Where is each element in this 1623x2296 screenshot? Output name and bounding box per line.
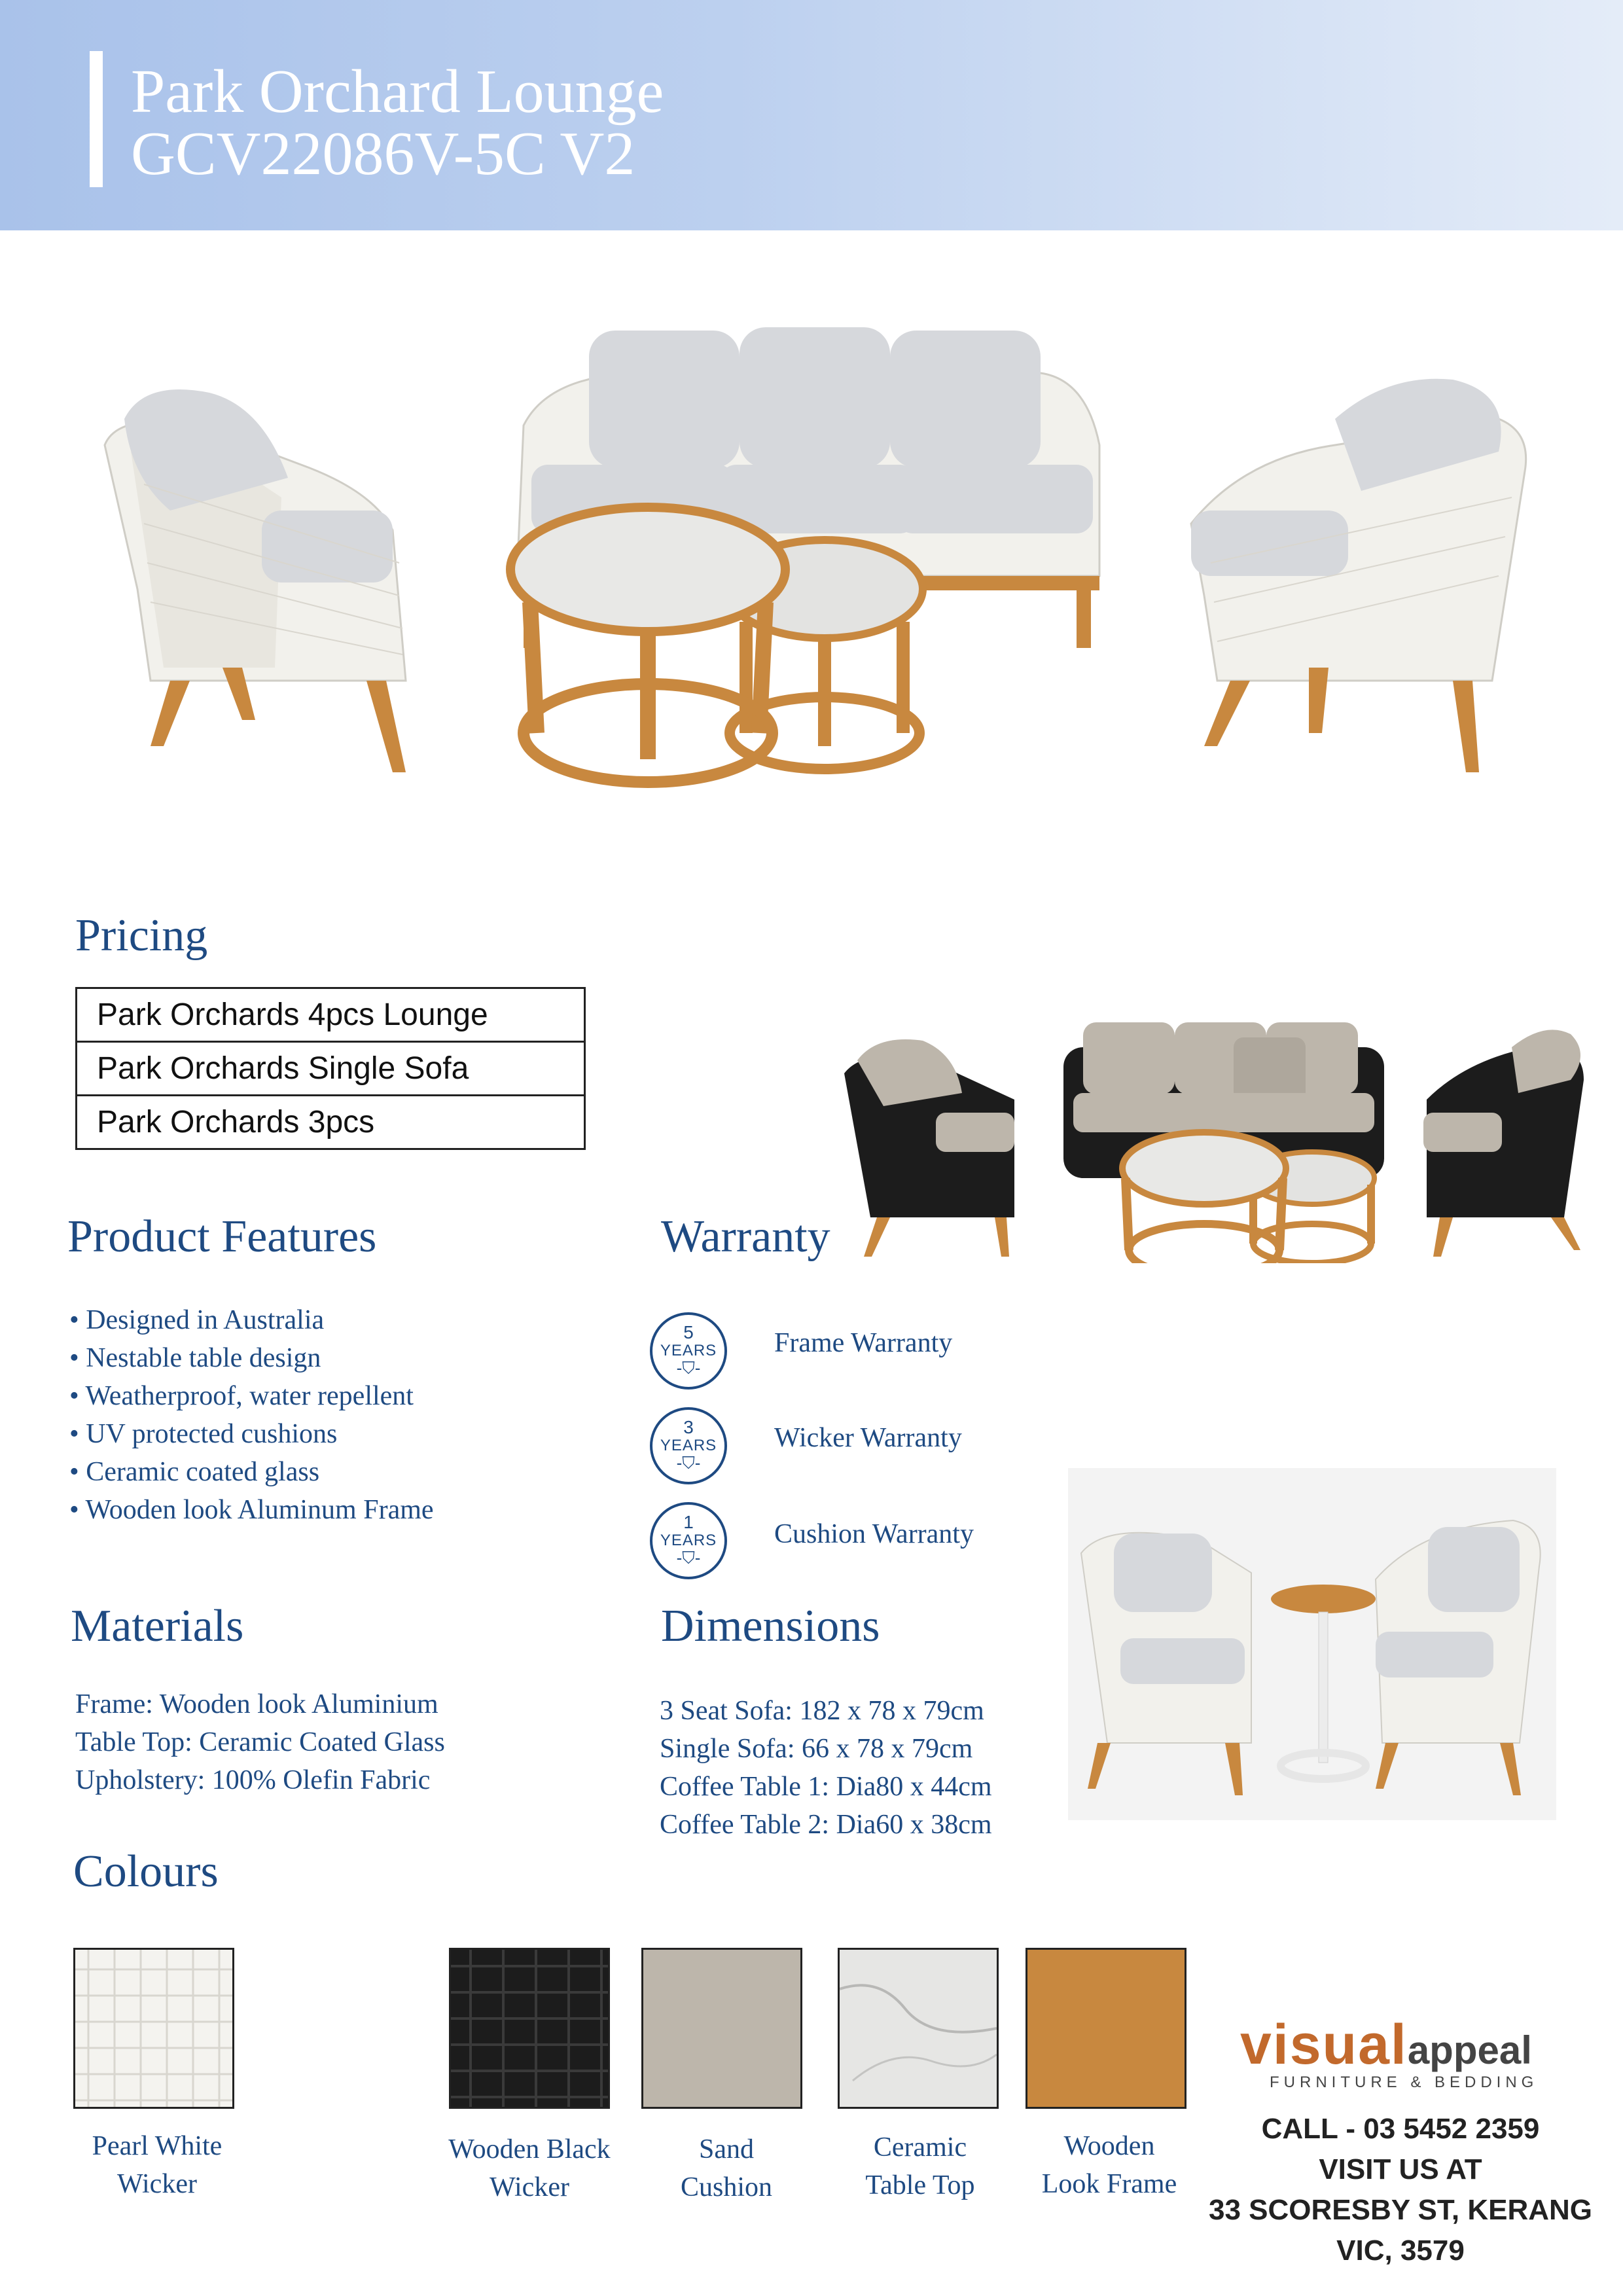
pricing-row-label: Park Orchards 3pcs <box>77 1096 585 1149</box>
list-item: Single Sofa: 66 x 78 x 79cm <box>660 1734 973 1764</box>
swatch-label-line: Pearl White <box>92 2131 223 2161</box>
right-armchair-graphic <box>1191 379 1526 772</box>
badge-years-number: 1 <box>683 1512 694 1532</box>
contact-visit: VISIT US AT <box>1319 2153 1482 2185</box>
list-item: 3 Seat Sofa: 182 x 78 x 79cm <box>660 1696 984 1726</box>
table-row <box>77 988 585 1042</box>
wooden-black-wicker-label <box>423 2130 636 2206</box>
list-item: • Wooden look Aluminum Frame <box>69 1495 434 1525</box>
shield-icon: -⛉- <box>676 1548 701 1568</box>
pricing-row-label: Park Orchards 4pcs Lounge <box>77 988 585 1042</box>
pricing-table <box>75 987 586 1150</box>
swatch-label-line: Wicker <box>117 2169 197 2199</box>
warranty-1-year-badge-icon <box>650 1502 727 1579</box>
badge-years-word: YEARS <box>660 1437 717 1454</box>
contact-block <box>1204 2109 1597 2271</box>
product-title: Park Orchard Lounge <box>131 58 664 126</box>
swatch-label-line: Sand <box>699 2134 754 2164</box>
colours-heading: Colours <box>73 1846 219 1897</box>
hero-lounge-image <box>92 314 1531 812</box>
shield-icon: -⛉- <box>676 1453 701 1473</box>
contact-phone: CALL - 03 5452 2359 <box>1261 2113 1540 2145</box>
swatch-label-line: Wooden <box>1063 2131 1155 2161</box>
logo-second-text: appeal <box>1407 2028 1532 2072</box>
shield-icon: -⛉- <box>676 1358 701 1378</box>
wooden-look-frame-swatch <box>1026 1948 1186 2109</box>
logo-main-text: visual <box>1240 2013 1408 2076</box>
black-lounge-image <box>838 1008 1597 1263</box>
swatch-label-line: Table Top <box>865 2170 975 2200</box>
list-item: • Designed in Australia <box>69 1305 325 1335</box>
features-list <box>69 1301 434 1529</box>
materials-heading: Materials <box>71 1601 244 1651</box>
dimensions-list <box>660 1692 992 1844</box>
sand-cushion-label <box>628 2130 825 2206</box>
swatch-label-line: Wicker <box>490 2172 569 2202</box>
swatch-label-line: Ceramic <box>873 2132 967 2162</box>
materials-list <box>75 1685 445 1799</box>
pricing-heading: Pricing <box>75 910 208 961</box>
wooden-look-frame-label <box>1008 2127 1211 2203</box>
frame-warranty-label: Frame Warranty <box>774 1328 953 1358</box>
cushion-warranty-label: Cushion Warranty <box>774 1519 974 1549</box>
badge-years-number: 3 <box>683 1417 694 1437</box>
pricing-row-label: Park Orchards Single Sofa <box>77 1042 585 1096</box>
swatch-label-line: Cushion <box>680 2172 773 2202</box>
coffee-tables-graphic <box>510 507 923 782</box>
warranty-3-years-badge-icon <box>650 1407 727 1484</box>
chairs-side-table-image <box>1068 1468 1556 1820</box>
swatch-label-line: Wooden Black <box>448 2134 611 2164</box>
list-item: • UV protected cushions <box>69 1419 338 1449</box>
sand-cushion-swatch <box>641 1948 802 2109</box>
list-item: Coffee Table 1: Dia80 x 44cm <box>660 1772 992 1802</box>
list-item: • Weatherproof, water repellent <box>69 1381 414 1411</box>
list-item: • Nestable table design <box>69 1343 321 1373</box>
dimensions-heading: Dimensions <box>661 1601 880 1651</box>
contact-address: 33 SCORESBY ST, KERANG <box>1208 2194 1592 2226</box>
list-item: Coffee Table 2: Dia60 x 38cm <box>660 1810 992 1840</box>
ceramic-table-top-swatch <box>838 1948 999 2109</box>
table-row <box>77 1042 585 1096</box>
wooden-black-wicker-swatch <box>449 1948 610 2109</box>
warranty-5-years-badge-icon <box>650 1312 727 1390</box>
brand-tagline: FURNITURE & BEDDING <box>1270 2073 1539 2091</box>
header-accent-bar <box>90 51 103 187</box>
list-item: Upholstery: 100% Olefin Fabric <box>75 1765 431 1795</box>
list-item: Frame: Wooden look Aluminium <box>75 1689 438 1719</box>
product-code: GCV22086V-5C V2 <box>131 120 635 188</box>
table-row <box>77 1096 585 1149</box>
contact-state: VIC, 3579 <box>1336 2234 1465 2267</box>
pearl-white-wicker-swatch <box>73 1948 234 2109</box>
features-heading: Product Features <box>67 1211 377 1262</box>
pearl-white-wicker-label <box>52 2127 262 2203</box>
warranty-heading: Warranty <box>661 1211 830 1262</box>
badge-years-word: YEARS <box>660 1342 717 1359</box>
brand-logo <box>1240 2013 1532 2077</box>
list-item: • Ceramic coated glass <box>69 1457 320 1487</box>
wicker-warranty-label: Wicker Warranty <box>774 1423 962 1453</box>
ceramic-table-top-label <box>822 2128 1018 2204</box>
swatch-label-line: Look Frame <box>1041 2169 1177 2199</box>
badge-years-number: 5 <box>683 1322 694 1342</box>
badge-years-word: YEARS <box>660 1532 717 1549</box>
left-armchair-graphic <box>105 389 406 772</box>
list-item: Table Top: Ceramic Coated Glass <box>75 1727 445 1757</box>
